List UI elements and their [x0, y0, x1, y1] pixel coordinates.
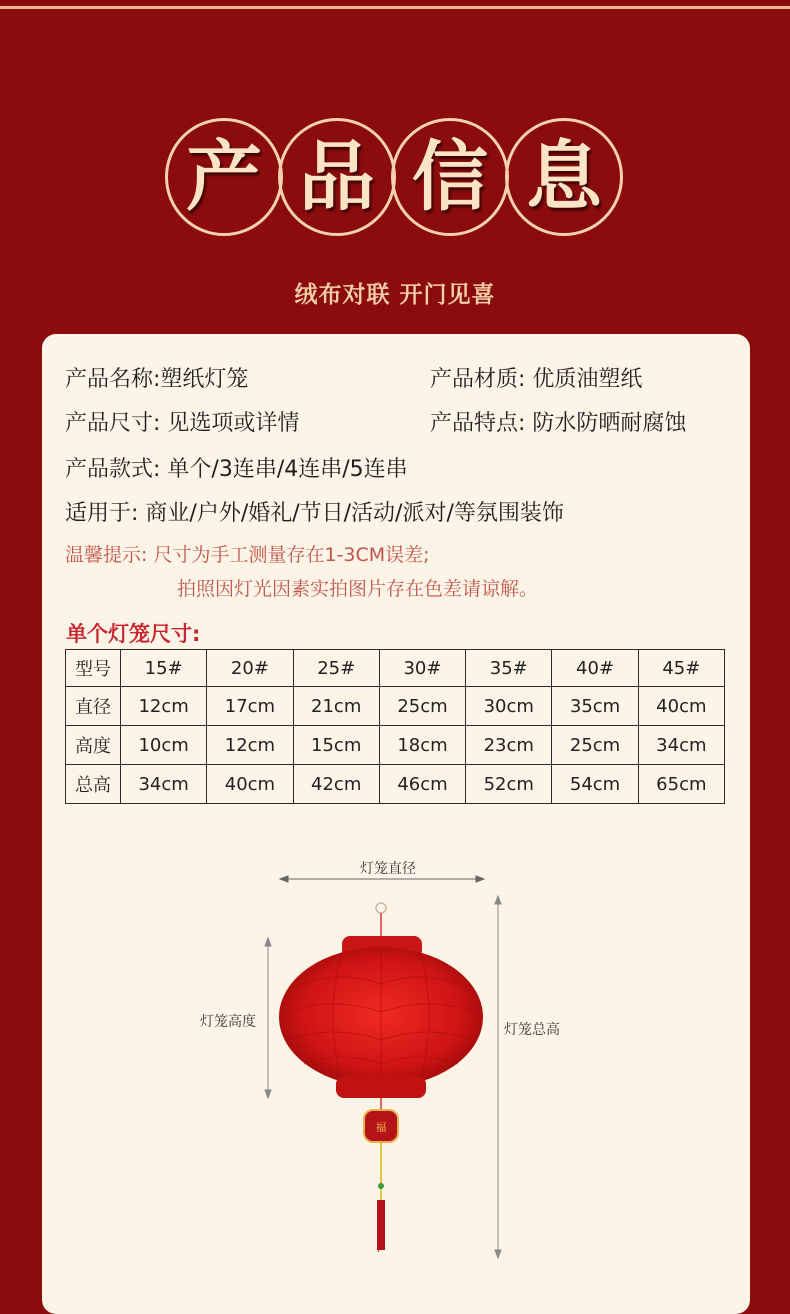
table-cell: 52cm	[466, 765, 552, 804]
notice-line-1: 温馨提示: 尺寸为手工测量存在1-3CM误差;	[65, 544, 430, 566]
height-arrow	[265, 938, 271, 1098]
svg-text:福: 福	[375, 1121, 387, 1134]
product-usage: 适用于: 商业/户外/婚礼/节日/活动/派对/等氛围装饰	[65, 501, 564, 526]
product-style: 产品款式: 单个/3连串/4连串/5连串	[65, 457, 408, 482]
table-cell: 直径	[66, 687, 121, 726]
product-name: 产品名称:塑纸灯笼	[65, 367, 249, 392]
table-cell: 高度	[66, 726, 121, 765]
table-cell: 17cm	[207, 687, 293, 726]
table-cell: 34cm	[638, 726, 724, 765]
size-table-heading: 单个灯笼尺寸:	[66, 622, 201, 646]
table-cell: 12cm	[207, 726, 293, 765]
lantern-image	[279, 903, 483, 1252]
table-cell: 42cm	[293, 765, 379, 804]
table-cell: 40cm	[207, 765, 293, 804]
table-cell: 21cm	[293, 687, 379, 726]
table-cell: 10cm	[121, 726, 207, 765]
title-char-circle	[278, 118, 396, 236]
title-char-circle	[391, 118, 509, 236]
product-feature: 产品特点: 防水防晒耐腐蚀	[430, 411, 687, 436]
product-material: 产品材质: 优质油塑纸	[430, 367, 643, 392]
top-divider-line	[0, 6, 790, 9]
notice-line-2: 拍照因灯光因素实拍图片存在色差请谅解。	[177, 578, 539, 600]
table-header-cell: 45#	[638, 650, 724, 687]
table-cell: 23cm	[466, 726, 552, 765]
table-cell: 65cm	[638, 765, 724, 804]
table-header-cell: 20#	[207, 650, 293, 687]
page-title	[0, 118, 790, 243]
title-char: 信	[412, 132, 488, 221]
table-cell: 18cm	[379, 726, 465, 765]
table-header-cell: 40#	[552, 650, 638, 687]
total-height-label: 灯笼总高	[504, 1022, 560, 1038]
table-cell: 35cm	[552, 687, 638, 726]
table-cell: 15cm	[293, 726, 379, 765]
title-char-circle	[165, 118, 283, 236]
diameter-arrow	[280, 876, 484, 882]
table-cell: 54cm	[552, 765, 638, 804]
table-header-cell: 型号	[66, 650, 121, 687]
table-cell: 总高	[66, 765, 121, 804]
diameter-label: 灯笼直径	[360, 861, 416, 877]
height-label: 灯笼高度	[200, 1014, 256, 1030]
table-header-cell: 30#	[379, 650, 465, 687]
table-header-cell: 15#	[121, 650, 207, 687]
title-char: 品	[299, 132, 375, 221]
table-cell: 46cm	[379, 765, 465, 804]
table-cell: 34cm	[121, 765, 207, 804]
table-cell: 12cm	[121, 687, 207, 726]
table-cell: 25cm	[379, 687, 465, 726]
title-char: 息	[526, 132, 602, 221]
table-header-cell: 35#	[466, 650, 552, 687]
table-cell: 30cm	[466, 687, 552, 726]
title-char-circle	[505, 118, 623, 236]
total-height-arrow	[495, 896, 501, 1258]
title-char: 产	[186, 132, 262, 221]
product-info-panel	[42, 334, 750, 1314]
subtitle: 绒布对联 开门见喜	[294, 282, 496, 308]
table-header-cell: 25#	[293, 650, 379, 687]
product-size: 产品尺寸: 见选项或详情	[65, 411, 300, 436]
table-cell: 40cm	[638, 687, 724, 726]
lantern-diagram	[42, 334, 750, 1298]
table-cell: 25cm	[552, 726, 638, 765]
